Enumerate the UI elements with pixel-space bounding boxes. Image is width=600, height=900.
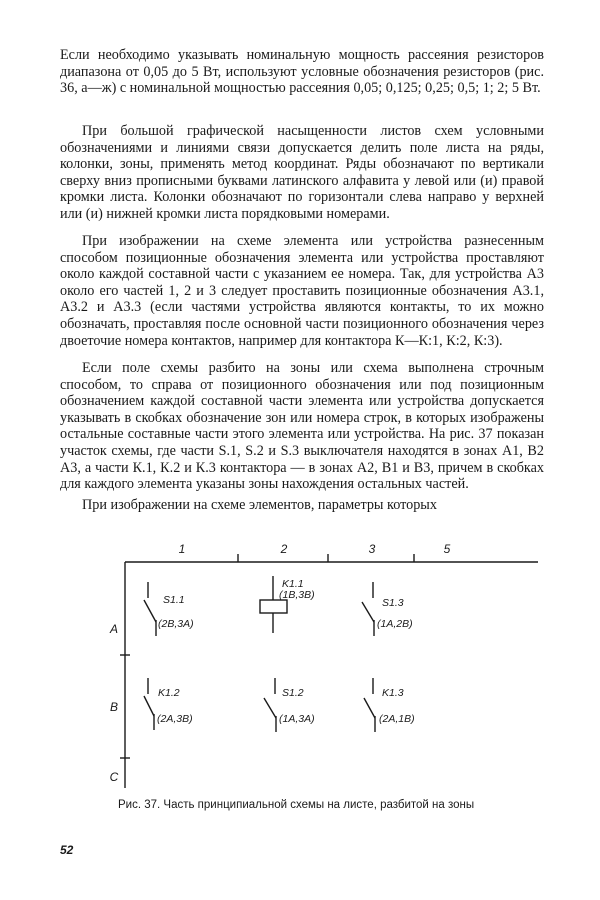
contact-k1-2-label: K1.2 bbox=[158, 687, 180, 699]
page-number: 52 bbox=[60, 843, 74, 857]
coil-k1-1-zones: (1B,3B) bbox=[279, 589, 315, 601]
column-label-3: 3 bbox=[368, 542, 376, 556]
paragraph-3-text: При изображении на схеме элемента или устройства разнесенным способом позиционные обозначения элемента или устройства проставляют около каждой составной части с указанием ее номера. Так, для устройства А3 около его частей 1, 2 и 3 следует проставить позиционные обозначения А3.1, А3.2 и А3.3 (если частями устройства являются контакты, то их можно обозначать, проставляя после основной части позиционного обозначения через двоеточие номера контактов, например для контактора К—К:1, К:2, К:3). bbox=[60, 233, 544, 349]
contact-k1-2 bbox=[144, 678, 193, 730]
paragraph-2 bbox=[60, 123, 544, 223]
contact-s1-3-label: S1.3 bbox=[382, 597, 404, 609]
contact-s1-1-zones: (2B,3A) bbox=[158, 618, 194, 630]
contact-k1-3-label: K1.3 bbox=[382, 687, 404, 699]
contact-s1-3 bbox=[362, 582, 413, 636]
paragraph-1 bbox=[60, 47, 544, 97]
paragraph-3 bbox=[60, 233, 544, 349]
contact-s1-2 bbox=[264, 678, 315, 732]
column-label-2: 2 bbox=[280, 542, 288, 556]
row-label-b: B bbox=[109, 700, 119, 714]
circuit-diagram bbox=[98, 540, 548, 790]
row-label-a: A bbox=[109, 622, 119, 636]
row-label-c: C bbox=[109, 770, 119, 784]
contact-s1-2-zones: (1A,3A) bbox=[279, 713, 315, 725]
coil-k1-1-label: K1.1 bbox=[282, 578, 304, 590]
contact-k1-2-zones: (2A,3B) bbox=[157, 713, 193, 725]
contact-k1-3 bbox=[364, 678, 415, 732]
paragraph-5 bbox=[60, 497, 544, 514]
paragraph-5-text: При изображении на схеме элементов, параметры которых bbox=[82, 497, 437, 513]
contact-s1-3-zones: (1A,2B) bbox=[377, 618, 413, 630]
column-label-1: 1 bbox=[178, 542, 186, 556]
figure-37-circuit-zones bbox=[98, 540, 548, 790]
paragraph-4-text: Если поле схемы разбито на зоны или схема выполнена строчным способом, то справа от позиционного обозначения или под позиционным обозначением каждой составной части элемента или устройства допускается указывать в скобках обозначение зон или номера строк, в которых изображены остальные составные части этого элемента или устройства. На рис. 37 показан участок схемы, где части S.1, S.2 и S.3 выключателя находятся в зонах А1, В2 А3, а части К.1, К.2 и К.3 контактора — в зонах А2, В1 и В3, причем в скобках для каждого элемента указаны зоны нахождения остальных частей. bbox=[60, 360, 544, 493]
contact-s1-1-label: S1.1 bbox=[163, 594, 185, 606]
paragraph-1-text: Если необходимо указывать номинальную мощность рассеяния резисторов диапазона от 0,05 до 5 Вт, используют условные обозначения резисторов (рис. 36, а—ж) с номинальной мощностью рассеяния 0,05; 0,125; 0,25; 0,5; 1; 2; 5 Вт. bbox=[60, 47, 544, 97]
paragraph-2-text: При большой графической насыщенности листов схем условными обозначениями и линиями связи допускается делить поле листа на ряды, колонки, зоны, применять метод координат. Ряды обозначают по вертикали сверху вниз прописными буквами латинского алфавита у левой или (и) правой кромки листа. Колонки обозначают по горизонтали слева направо у верхней или (и) нижней кромки листа порядковыми номерами. bbox=[60, 123, 544, 222]
figure-caption: Рис. 37. Часть принципиальной схемы на листе, разбитой на зоны bbox=[118, 799, 475, 811]
column-label-5: 5 bbox=[443, 542, 451, 556]
paragraph-4 bbox=[60, 360, 544, 493]
coil-k1-1 bbox=[260, 576, 315, 633]
contact-s1-2-label: S1.2 bbox=[282, 687, 304, 699]
contact-k1-3-zones: (2A,1B) bbox=[379, 713, 415, 725]
contact-s1-1 bbox=[144, 582, 194, 636]
